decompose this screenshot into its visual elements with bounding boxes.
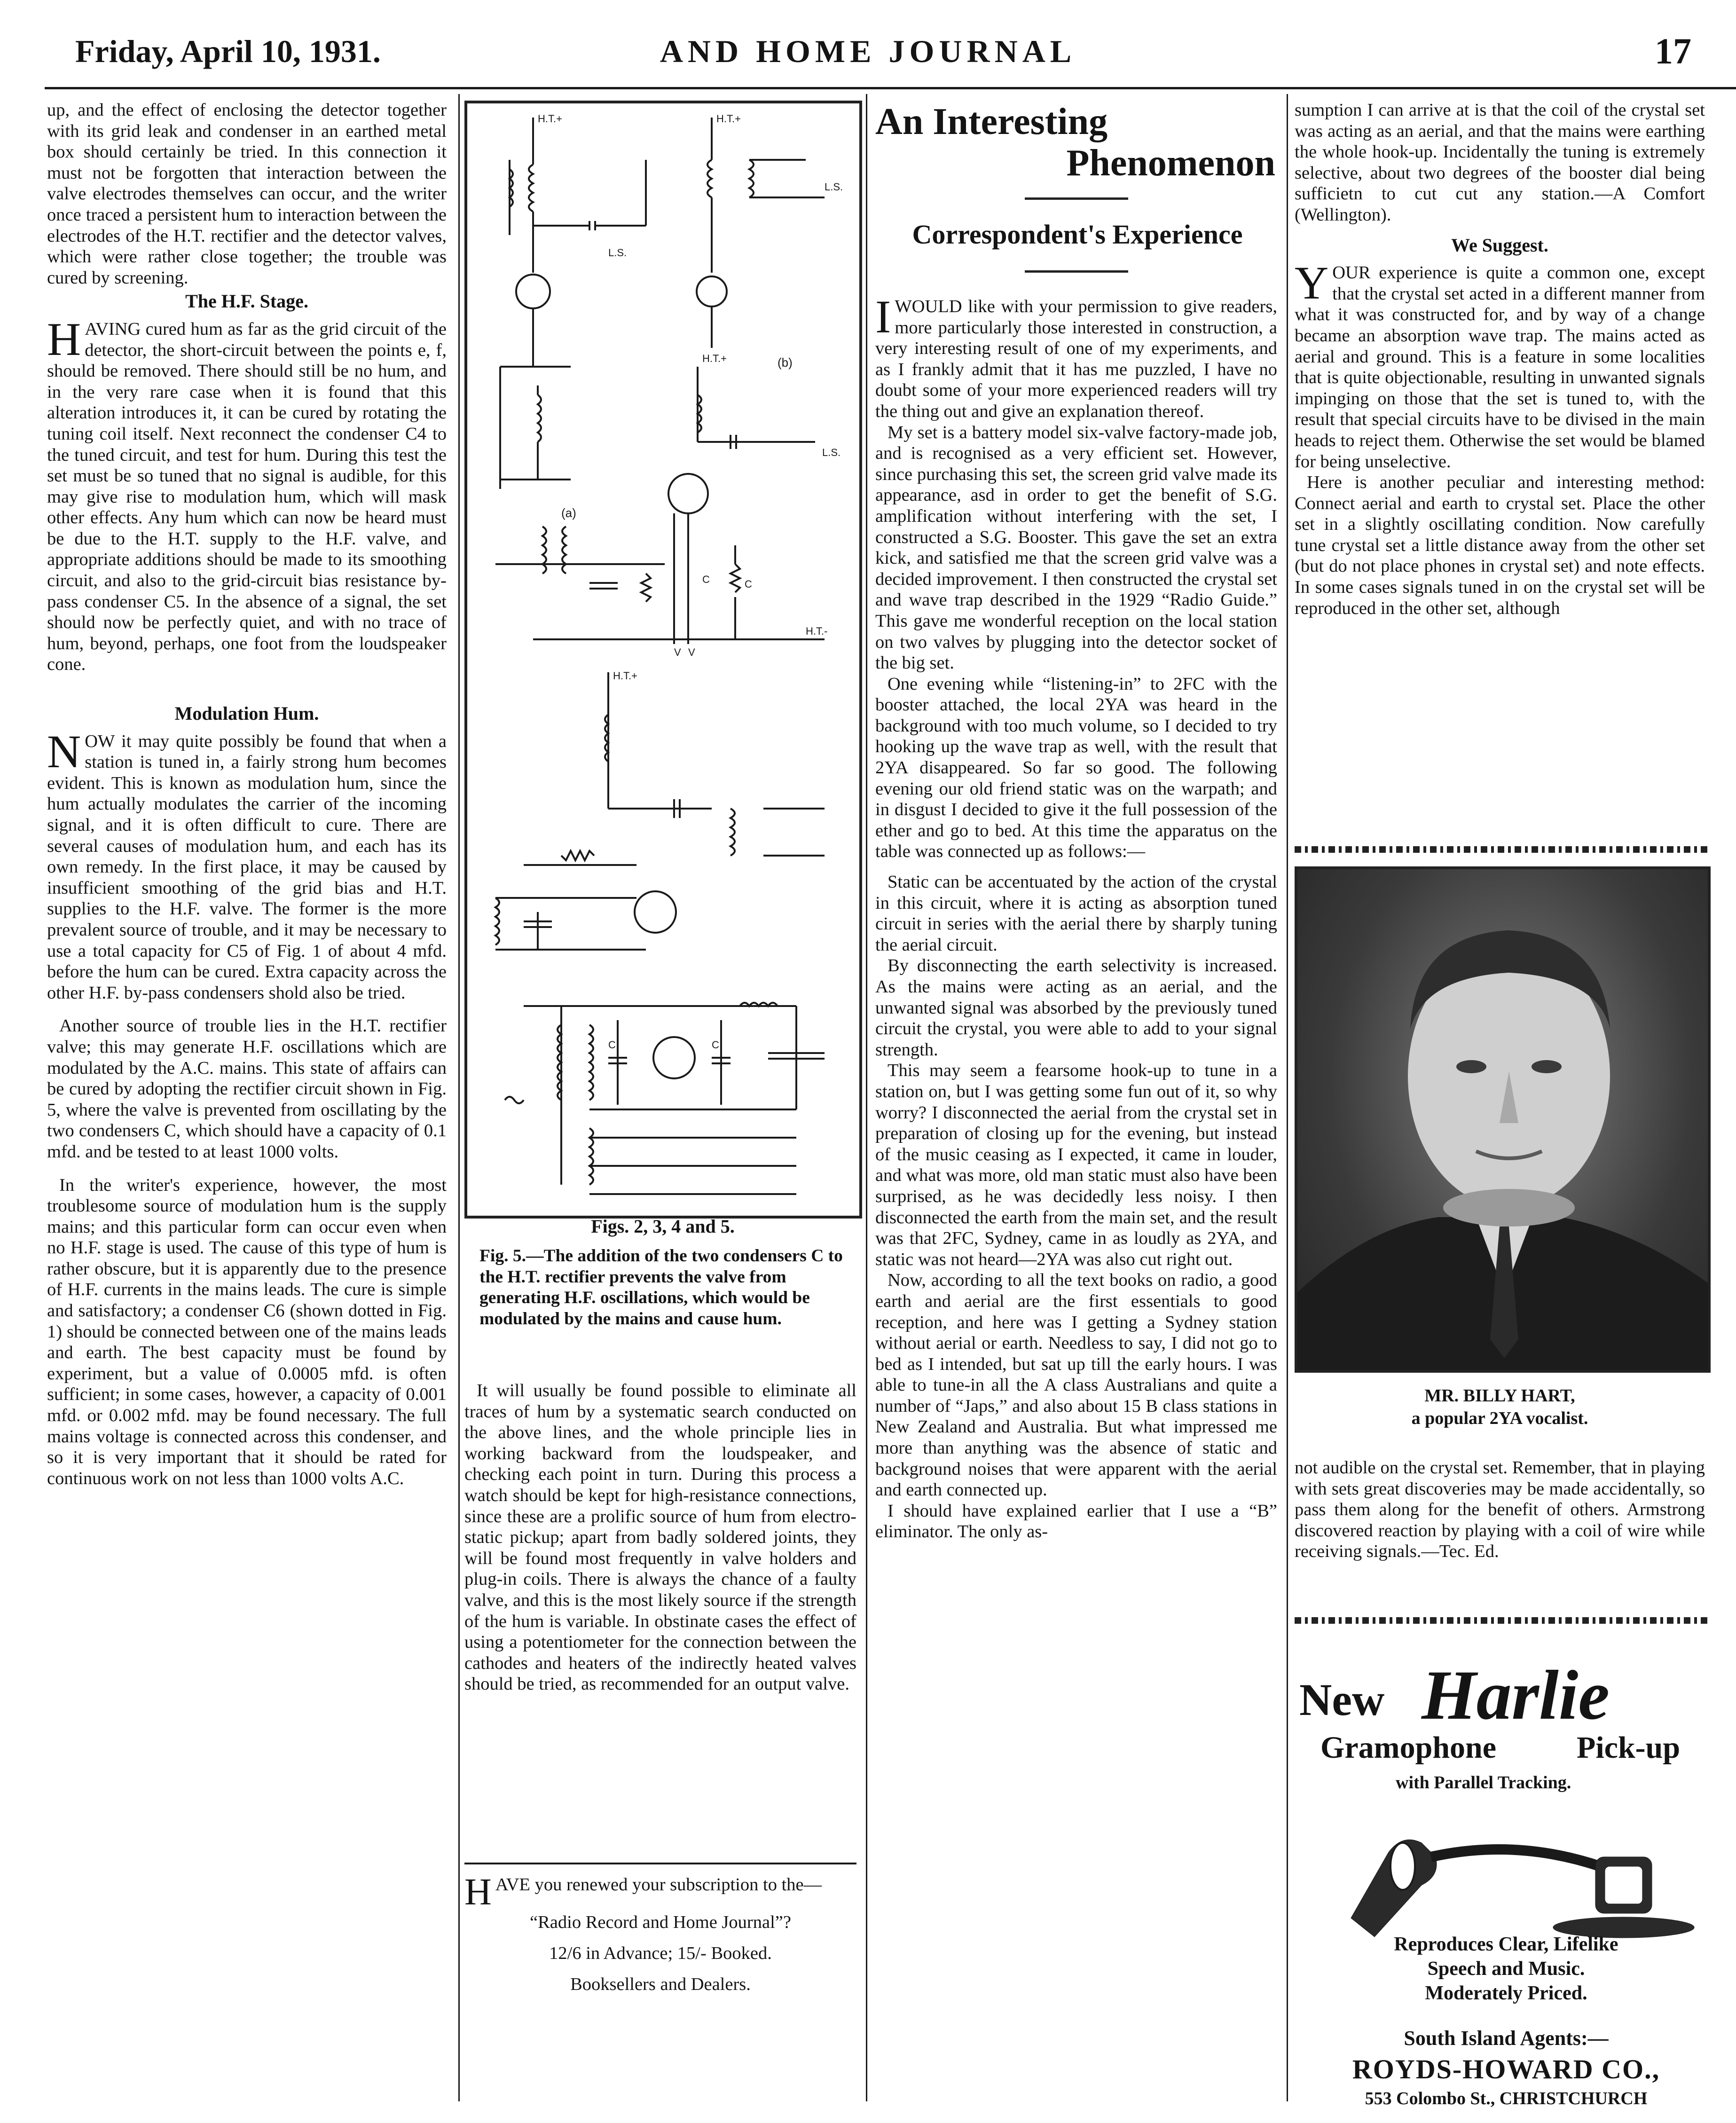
ornamental-rule — [1295, 846, 1711, 853]
subscription-price: 12/6 in Advance; 15/- Booked. — [549, 1943, 772, 1963]
label-ht-plus: H.T.+ — [613, 670, 637, 682]
ad-product-2: Pick-up — [1577, 1730, 1681, 1765]
label-ls: L.S. — [608, 247, 627, 259]
paragraph-eliminate-hum: It will usually be found possible to eliminate all traces of hum by a systematic search conducted on the above lines, and the whole principle lies in working backward from the loudspeaker, and checking each point in turn. During this process a watch should be kept for high-resistance connections, since these are a prolific source of hum from electro-static pickup; apart from badly soldered joints, they will be found most frequently in valve holders and plug-in coils. There is always the chance of a faulty valve, and this is the most likely source if the strength of the hum is variable. In obstinate cases the effect of using a potentiometer for the connection between the cathodes and heaters of the indirectly heated valves should be tried, as recommended for an output valve. — [464, 1381, 856, 1694]
editor-reply: Y OUR experience is quite a common one, except that the crystal set acted in a different manner from what it was constructed for, and by way of a change became an absorption wave trap. The mains acted as aerial and ground. This is a feature in some localities that is quite objectionable, resulting in unwanted signals impinging on those that the set is tuned to, with the result that special circuits have to be divised in the main heads to reject them. Otherwise the set would be blamed for being unselective. — [1295, 257, 1705, 472]
issue-date: Friday, April 10, 1931. — [75, 33, 381, 69]
subheadline: Correspondent's Experience — [912, 219, 1243, 250]
article-paragraph-8: I should have explained earlier that I use a “B” eliminator. The only as- — [875, 1501, 1277, 1542]
label-ht-plus: H.T.+ — [538, 113, 562, 125]
drop-cap: H — [464, 1871, 492, 1913]
ad-brand: Harlie — [1422, 1656, 1610, 1734]
headline-rule — [1025, 197, 1128, 200]
page-number: 17 — [1655, 31, 1691, 71]
editor-reply-method: Here is another peculiar and interesting method: Connect aerial and earth to crystal set. Place the other set in a slightly oscillating condition. Now carefully tune crystal set a little distance away from the other set (but do not place phones in crystal set) and note effects. In some cases signals tuned in on the crystal set will be reproduced in the other set, although — [1295, 472, 1705, 618]
label-c: C — [608, 1039, 616, 1051]
section-heading-modulation-hum: Modulation Hum. — [174, 703, 319, 724]
article-paragraph-6: This may seem a fearsome hook-up to tune in a station on, but I was getting some fun out of it, so why worry? I disconnected the aerial from the crystal set in preparation of closing up for the evening, but instead of the music ceasing as I expected, it came in louder, and what was more, old man static must also have been surprised, as he was decidedly less noisy. I then disconnected the earth from the main set, and the result was that 2FC, Sydney, came in as loudly as 2YA, and static was not heard—2YA was also cut right out. — [875, 1061, 1277, 1269]
masthead — [0, 33, 1736, 85]
label-ht-minus: H.T.- — [806, 625, 828, 637]
portrait-photo — [1295, 866, 1711, 1373]
label-ht-plus: H.T.+ — [702, 353, 727, 364]
drop-cap: Y — [1295, 257, 1329, 309]
label-ls: L.S. — [822, 447, 841, 458]
column-rule-2 — [866, 94, 867, 2101]
renew-divider — [464, 1863, 856, 1864]
photo-caption-role: a popular 2YA vocalist. — [1411, 1408, 1588, 1428]
paragraph-writers-experience: In the writer's experience, however, the most troublesome source of modulation hum is the supply mains; and this particular form can occur even when no H.F. stage is used. The cause of this type of hum is rather obscure, but it is apparently due to the presence of H.F. currents in the mains leads. The cure is simple and satisfactory; a condenser C6 (shown dotted in Fig. 1) should be connected between one of the mains leads and earth. The best capacity must be found by experiment, but a value of 0.0005 mfd. is often sufficient; in some cases, however, a capacity of 0.001 mfd. or 0.002 mfd. may be found necessary. The full mains voltage is connected across this condenser, and so it is very important that it should be rated for continuous work on not less than 1000 volts A.C. — [47, 1175, 447, 1488]
paragraph-modulation-hum: N OW it may quite possibly be found that when a station is tuned in, a fairly strong hum becomes evident. This is known as modulation hum, since the hum actually modulates the carrier of the incoming signal, and it is often difficult to cure. There are several causes of modulation hum, and each has its own remedy. In the first place, it may be caused by insufficient smoothing of the grid bias and H.T. supplies to the H.F. valve. The former is the more prevalent source of trouble, and it may be necessary to use a total capacity for C5 of Fig. 1 of about 4 mfd. before the hum can be cured. Extra capacity across the other H.F. by-pass condensers shold also be tried. — [47, 725, 447, 1003]
label-v: V — [674, 646, 681, 658]
column-2-text — [464, 1380, 856, 1695]
article-paragraph-2: My set is a battery model six-valve factory-made job, and is recognised as a very efficient set. However, since purchasing this set, the screen grid valve made its appearance, asd in order to get the benefit of S.G. amplification without interfering with the set, I constructed a S.G. Booster. This gave the set an extra kick, and satisfied me that the screen grid valve was a decided improvement. I then constructed the crystal set and wave trap described in the 1929 “Radio Guide.” This gave me wonderful reception on the local station on two valves by plugging into the detector socket of the big set. — [875, 422, 1277, 673]
editor-reply-end: not audible on the crystal set. Remember, that in playing with sets great discoveries may be made accidentally, so pass them along for the benefit of others. Armstrong discovered reaction by playing with a coil of wire while receiving signals.—Tec. Ed. — [1295, 1458, 1705, 1562]
article-continued: sumption I can arrive at is that the coil of the crystal set was acting as an aerial, and that the mains were earthing the whole hook-up. Incidentally the tuning is extremely selective, about two degrees of the booster dial being sufficietn to cut cut any station.—A Comfort (Wellington). — [1295, 100, 1705, 225]
figures-caption: Figs. 2, 3, 4 and 5. — [591, 1216, 735, 1237]
ad-company: ROYDS-HOWARD CO., — [1352, 2054, 1660, 2084]
ad-address: 553 Colombo St., CHRISTCHURCH — [1365, 2089, 1648, 2108]
subscription-question: H AVE you renewed your subscription to the— — [464, 1871, 822, 1913]
column-1 — [47, 100, 447, 1489]
ad-new: New — [1299, 1675, 1385, 1725]
subscription-title: “Radio Record and Home Journal”? — [530, 1912, 791, 1932]
circuit-diagrams-figure — [464, 101, 862, 1219]
article-paragraph-4: Static can be accentuated by the action of the crystal in this circuit, where it is acting as absorption tuned circuit in series with the aerial there by sharply tuning the aerial circuit. — [875, 872, 1277, 955]
label-ht-plus: H.T.+ — [716, 113, 741, 125]
article-paragraph-5: By disconnecting the earth selectivity is increased. As the mains were acting as an aerial, and the unwanted signal was absorbed by the previously tuned circuit the crystal, you were able to add to your signal strength. — [875, 956, 1277, 1060]
ad-repro-1: Reproduces Clear, Lifelike — [1394, 1934, 1618, 1955]
photo-caption-name: MR. BILLY HART, — [1424, 1386, 1575, 1406]
column-4-top — [1295, 100, 1705, 619]
subhead-rule — [1025, 270, 1128, 273]
section-heading-hf-stage: The H.F. Stage. — [185, 291, 308, 312]
drop-cap: I — [875, 291, 891, 343]
label-c: C — [702, 574, 710, 585]
headline-line-1: An Interesting — [875, 101, 1108, 142]
ornamental-rule — [1295, 1617, 1711, 1624]
label-b: (b) — [778, 355, 793, 370]
column-4-bottom — [1295, 1457, 1705, 1562]
headline-line-2: Phenomenon — [1066, 142, 1275, 184]
subscription-sellers: Booksellers and Dealers. — [570, 1974, 751, 1994]
label-c: C — [712, 1039, 719, 1051]
article-paragraph-1: I WOULD like with your permission to give readers, more particularly those interested in construction, a very interesting result of one of my experiments, and as I frankly admit that it has me puzzled, I have no doubt some of your more experienced readers will try the thing out and give an explanation thereof. — [875, 291, 1277, 421]
label-c: C — [745, 578, 752, 590]
ad-product-1: Gramophone — [1320, 1730, 1497, 1765]
ad-agents: South Island Agents:— — [1404, 2027, 1609, 2050]
pickup-illustration — [1295, 1796, 1705, 1951]
publication-title: AND HOME JOURNAL — [660, 33, 1076, 69]
column-rule-1 — [458, 94, 460, 2101]
article-paragraph-7: Now, according to all the text books on radio, a good earth and aerial are the first essentials to good reception, and here was I getting a Sydney station without aerial or earth. Needless to say, I did not go to bed as I intended, but sat up till the early hours. I was able to tune-in all the A class Australians and quite a number of “Japs,” and also about 15 B class stations in New Zealand and Australia. But what impressed me more than anything was the absence of static and background noises that were apparent with the aerial and earth connected up. — [875, 1270, 1277, 1500]
section-heading-we-suggest: We Suggest. — [1451, 234, 1548, 256]
column-rule-3 — [1287, 94, 1288, 2101]
drop-cap: N — [47, 725, 81, 778]
label-v: V — [688, 646, 695, 658]
ad-price: Moderately Priced. — [1425, 1982, 1587, 2004]
harlie-advertisement — [1295, 1656, 1705, 2108]
drop-cap: H — [47, 313, 81, 365]
photo-caption — [1295, 1384, 1705, 1430]
paragraph-continued: up, and the effect of enclosing the detector together with its grid leak and condenser in an earthed metal box should certainly be tried. In this connection it must not be forgotten that interaction between the valve electrodes themselves can occur, and the writer once traced a persistent hum to interaction between the electrodes of the H.T. rectifier and the detector valves, which were rather close together; the trouble was cured by screening. — [47, 100, 447, 288]
article-paragraph-3: One evening while “listening-in” to 2FC with the booster attached, the local 2YA was heard in the background with too much volume, so I decided to try hooking up the wave trap as well, with the result that 2YA disappeared. So far so good. The following evening our old friend static was on the warpath; and in disgust I decided to give it the full possession of the ether and go to bed. At this time the apparatus on the table was connected up as follows:— — [875, 674, 1277, 862]
label-a: (a) — [561, 506, 576, 520]
ad-repro-2: Speech and Music. — [1427, 1958, 1585, 1980]
column-3 — [875, 291, 1277, 1542]
portrait-figure — [1297, 869, 1708, 1370]
circuit-diagrams — [467, 103, 859, 1216]
paragraph-hf-stage: H AVING cured hum as far as the grid circuit of the detector, the short-circuit between the points e, f, should be removed. There should still be no hum, and in the very rare case when it is found that this alteration introduces it, it can be cured by rotating the tuning coil itself. Next reconnect the condenser C4 to the tuned circuit, and test for hum. During this test the set must be so tuned that no signal is audible, for this may give rise to modulation hum, which will mask other effects. Any hum which can now be heard must be due to the H.T. supply to the H.F. valve, and appropriate additions should be made to its smoothing circuit, and also to the grid-circuit bias resistance by-pass condenser C5. In the absence of a signal, the set should now be perfectly quiet, and with no trace of hum, beyond, perhaps, one foot from the loudspeaker cone. — [47, 313, 447, 675]
ad-description — [1323, 1932, 1689, 2005]
masthead-rule — [45, 87, 1736, 89]
paragraph-another-source: Another source of trouble lies in the H.T. rectifier valve; this may generate H.F. oscillations which are modulated by the A.C. mains. This state of affairs can be cured by adopting the rectifier circuit shown in Fig. 5, where the valve is prevented from oscillating by the two condensers C, which should have a capacity of 0.1 mfd. and be tested to at least 1000 volts. — [47, 1016, 447, 1162]
fig5-caption: Fig. 5.—The addition of the two condensers C to the H.T. rectifier prevents the valve from generating H.F. oscillations, which would be modulated by the mains and cause hum. — [479, 1246, 843, 1329]
label-ls: L.S. — [825, 181, 843, 193]
subscription-notice — [464, 1871, 856, 1995]
ad-tracking: with Parallel Tracking. — [1396, 1773, 1571, 1793]
